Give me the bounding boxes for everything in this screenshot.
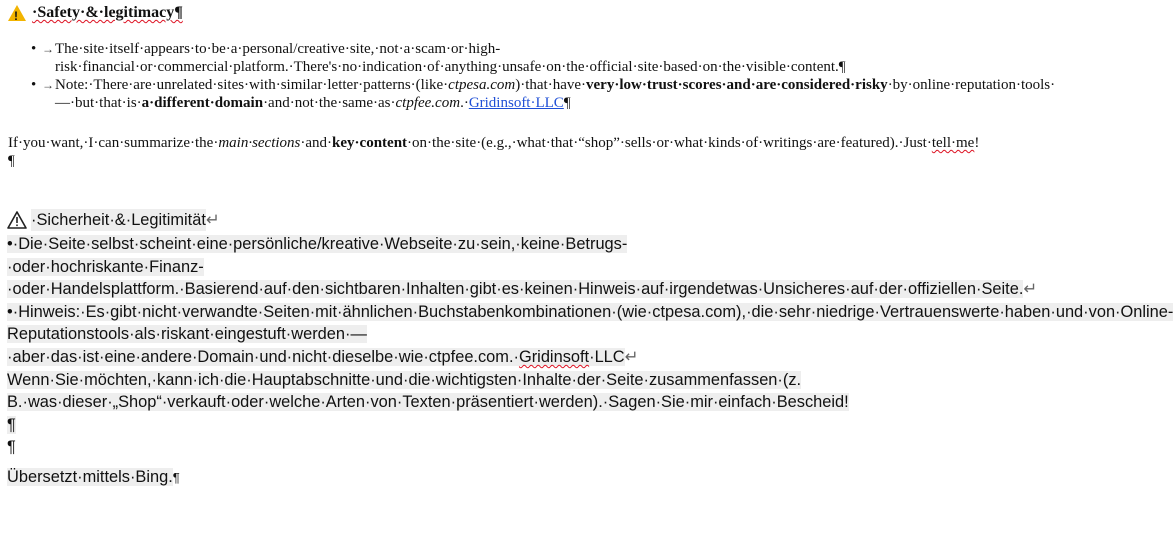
empty-paragraph: ¶ (7, 438, 16, 457)
english-bullet-list (8, 40, 1056, 112)
german-bullet-1: •·Die·Seite·selbst·scheint·eine·persönliche/kreative·Webseite·zu·sein,·keine·Betrugs-·oder·hochriskante·Finanz-·oder·Handelsplattform.·Basierend·auf·den·sichtbaren·Inhalten·gibt·es·keinen·Hinweis·auf·irgendetwas·Unsicheres·auf·der·offiziellen·Seite.↵ (7, 235, 1038, 299)
arrow-icon: → (42, 42, 54, 56)
english-paragraph: If·you·want,·I·can·summarize·the·main·sections·and·key·content·on·the·site·(e.g.,·what·that·“shop”·sells·or·what·kinds·of·writings·are·featured).·Just·tell·me!¶ (8, 135, 980, 169)
german-section (7, 207, 1173, 490)
english-heading (8, 0, 702, 26)
english-section (8, 0, 1056, 170)
list-item: • → Note:·There·are·unrelated·sites·with·similar·letter·patterns·(like·ctpesa.com)·that·have·very·low·trust·scores·and·are·considered·risky·by·online·reputation·tools·—·but·that·is·a·different·domain·and·not·the·same·as·ctpfee.com.·Gridinsoft·LLC¶ (31, 77, 1056, 111)
warning-outline-icon (7, 211, 27, 229)
heading-text: ·Safety·&·legitimacy¶ (32, 4, 183, 21)
german-heading: ·Sicherheit·&·Legitimität ↵ (7, 207, 707, 233)
german-bullet-2: •·Hinweis:·Es·gibt·nicht·verwandte·Seiten·mit·ähnlichen·Buchstabenkombinationen·(wie·ctpesa.com),·die·sehr·niedrige·Vertrauenswerte·haben·und·von·Online-Reputationstools·als·riskant·eingestuft·werden·—·aber·das·ist·eine·andere·Domain·und·nicht·dieselbe·wie·ctpfee.com.·Gridinsoft·LLC↵ (7, 302, 1173, 366)
list-item: • → The·site·itself·appears·to·be·a·personal/creative·site,·not·a·scam·or·high-risk·financial·or·commercial·platform.·There's·no·indication·of·anything·unsafe·on·the·official·site·based·on·the·visible·content.¶ (31, 41, 846, 75)
german-paragraph: Wenn·Sie·möchten,·kann·ich·die·Hauptabschnitte·und·die·wichtigsten·Inhalte·der·Seite·zusammenfassen·(z. B.·was·dieser·„Shop“·verkauft·oder·welche·Arten·von·Texten·präsentiert·werden).·Sagen·Sie·mir·einfach·Bescheid!¶ (7, 370, 849, 434)
warning-icon (8, 5, 26, 21)
gridinsoft-link[interactable]: Gridinsoft·LLC (468, 95, 564, 111)
gridinsoft-text: Gridinsoft (518, 347, 590, 366)
translation-footer: Übersetzt·mittels·Bing.¶ (7, 468, 180, 487)
arrow-icon: → (42, 78, 54, 92)
